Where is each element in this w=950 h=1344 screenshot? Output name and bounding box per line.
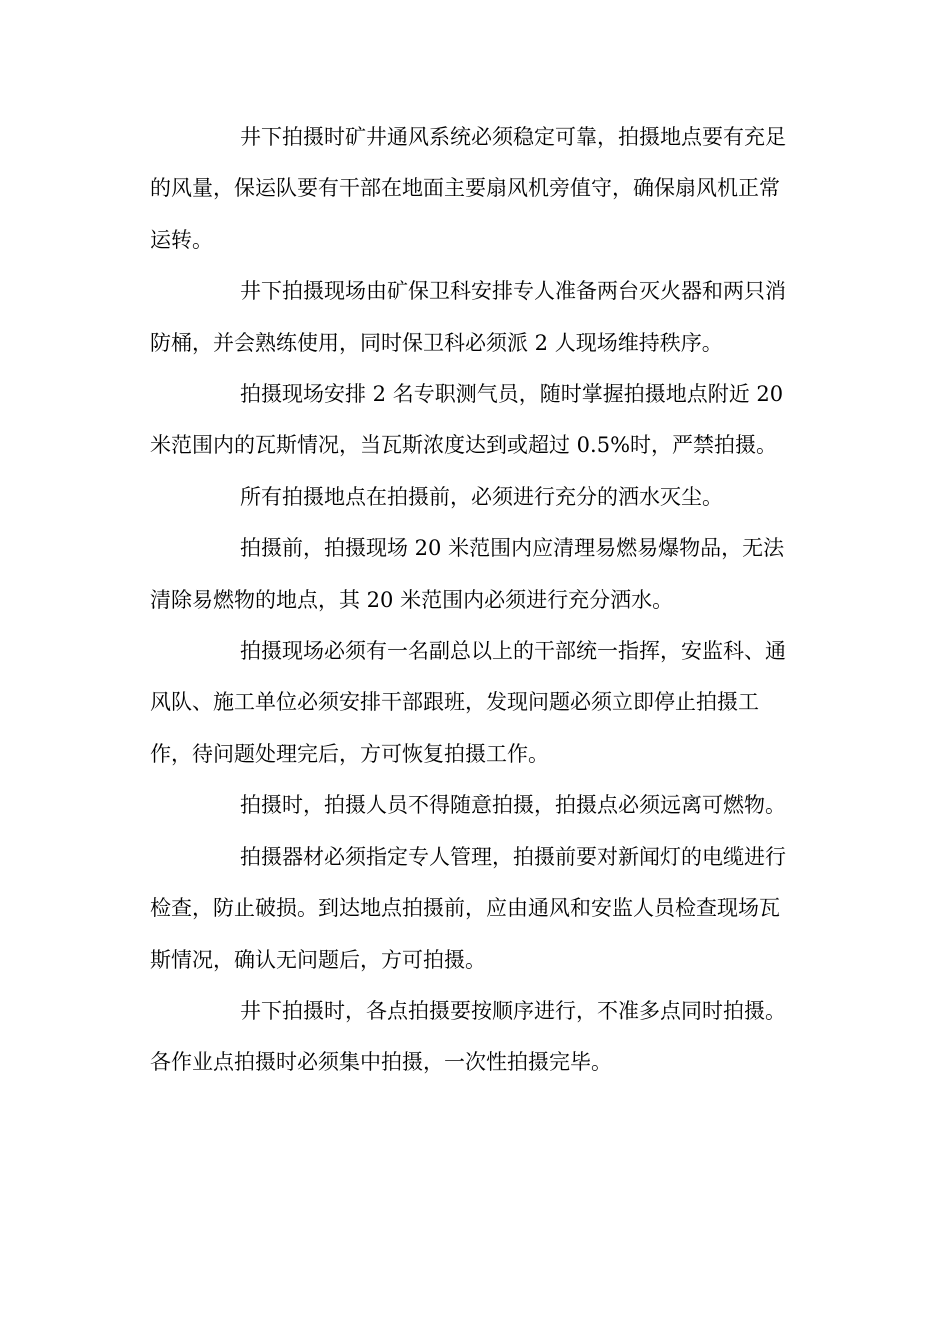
paragraph-ventilation: 井下拍摄时矿井通风系统必须稳定可靠，拍摄地点要有充足的风量，保运队要有干部在地面主要扇风机旁值守，确保扇风机正常运转。: [150, 125, 786, 252]
paragraph-shooting-sequence: 井下拍摄时，各点拍摄要按顺序进行，不准多点同时拍摄。各作业点拍摄时必须集中拍摄，一次性拍摄完毕。: [150, 998, 786, 1075]
paragraph-equipment-inspection: 拍摄器材必须指定专人管理，拍摄前要对新闻灯的电缆进行检查，防止破损。到达地点拍摄前，应由通风和安监人员检查现场瓦斯情况，确认无问题后，方可拍摄。: [150, 844, 786, 972]
paragraph-shooting-conduct: 拍摄时，拍摄人员不得随意拍摄，拍摄点必须远离可燃物。: [240, 793, 786, 818]
paragraph-gas-monitoring: 拍摄现场安排 2 名专职测气员，随时掌握拍摄地点附近 20 米范围内的瓦斯情况，当瓦斯浓度达到或超过 0.5%时，严禁拍摄。: [150, 382, 784, 458]
paragraph-flammables-clearance: 拍摄前，拍摄现场 20 米范围内应清理易燃易爆物品，无法清除易燃物的地点，其 20 米范围内必须进行充分洒水。: [150, 536, 785, 612]
paragraph-dust-suppression: 所有拍摄地点在拍摄前，必须进行充分的洒水灭尘。: [240, 484, 723, 509]
paragraph-fire-safety: 井下拍摄现场由矿保卫科安排专人准备两台灭火器和两只消防桶，并会熟练使用，同时保卫科必须派 2 人现场维持秩序。: [150, 279, 786, 355]
document-body: [150, 112, 800, 1089]
paragraph-command-supervision: 拍摄现场必须有一名副总以上的干部统一指挥，安监科、通风队、施工单位必须安排干部跟班，发现问题必须立即停止拍摄工作，待问题处理完后，方可恢复拍摄工作。: [150, 639, 786, 766]
